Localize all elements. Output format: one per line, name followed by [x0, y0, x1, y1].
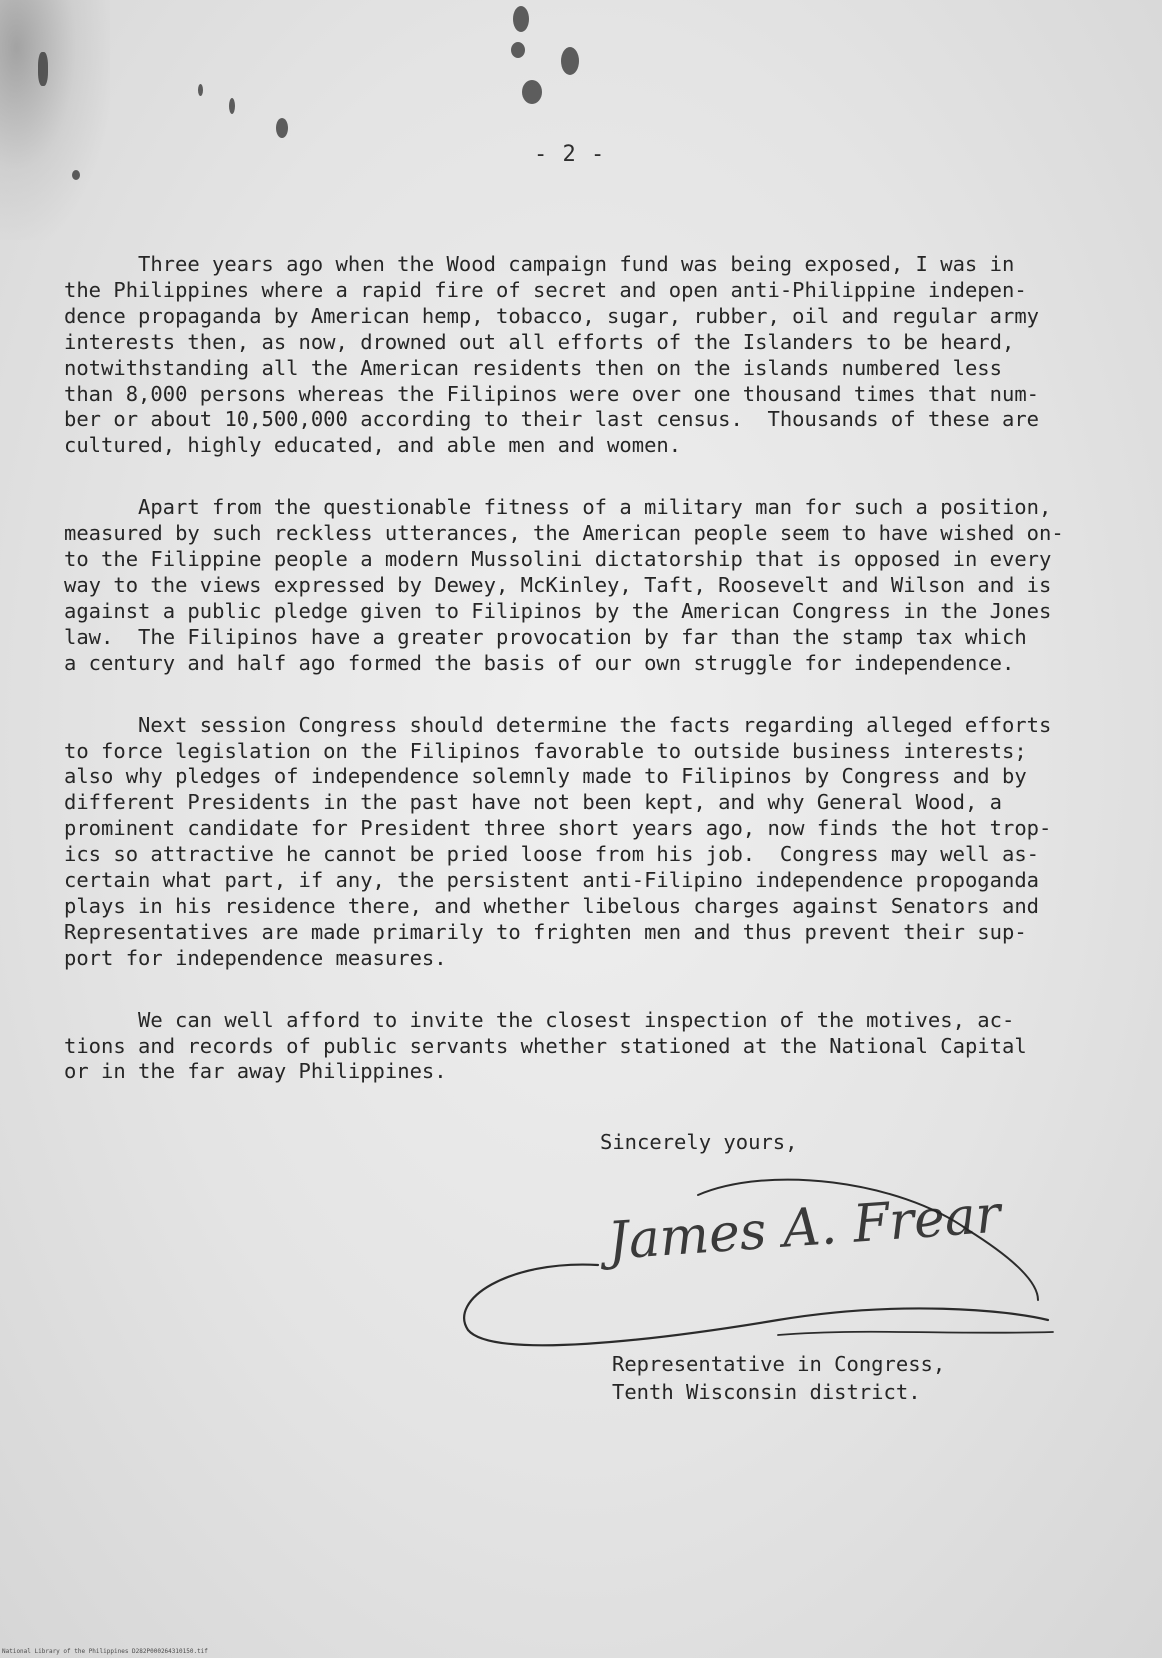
signatory-title [612, 1350, 945, 1406]
ink-smudge [38, 52, 48, 86]
ink-smudge [72, 170, 80, 180]
paragraph-2: Apart from the questionable fitness of a military man for such a position, measured by such reckless utterances, the American people seem to have wished on- to the Filippine people a modern Mussolini dictatorship that is opposed in every way to the views expressed by Dewey, McKinley, Taft, Roosevelt and Wilson and is against a public pledge given to Filipinos by the American Congress in the Jones law. The Filipinos have a greater provocation by far than the stamp tax which a century and half ago formed the basis of our own struggle for independence. [64, 495, 1064, 675]
ink-smudge [276, 118, 288, 138]
paragraph-1: Three years ago when the Wood campaign fund was being exposed, I was in the Philippines where a rapid fire of secret and open anti-Philippine indepen- dence propaganda by American hemp, tobacco, sugar, rubber, oil and regular army interests then, as now, drowned out all efforts of the Islanders to be heard, notwithstanding all the American residents then on the islands numbered less than 8,000 persons whereas the Filipinos were over one thousand times that num- ber or about 10,500,000 according to their last census. Thousands of these are cultured, highly educated, and able men and women. [64, 252, 1040, 458]
signature-text: James A. Frear [605, 1184, 1003, 1272]
ink-smudge [198, 84, 203, 96]
scan-footer: National Library of the Philippines D282P000264310150.tif [2, 1648, 208, 1655]
scan-edge-shadow [0, 0, 110, 240]
ink-smudge [561, 47, 579, 75]
ink-smudge [522, 80, 542, 104]
ink-smudge [513, 6, 529, 32]
title-line-1: Representative in Congress, [612, 1352, 946, 1376]
ink-smudge [229, 98, 235, 114]
ink-smudge [511, 42, 525, 58]
closing-line: Sincerely yours, [600, 1130, 798, 1154]
paragraph-4: We can well afford to invite the closest inspection of the motives, ac- tions and records of public servants whether stationed at the National Capital or in the far away Philippines. [64, 1007, 1027, 1084]
handwritten-signature [448, 1170, 1078, 1350]
paragraph-3: Next session Congress should determine the facts regarding alleged efforts to force legislation on the Filipinos favorable to outside business interests; also why pledges of independence solemnly made to Filipinos by Congress and by different Presidents in the past have not been kept, and why General Wood, a prominent candidate for President three short years ago, now finds the hot trop- ics so attractive he cannot be pried loose from his job. Congress may well as- certain what part, if any, the persistent anti-Filipino independence propoganda plays in his residence there, and whether libelous charges against Senators and Representatives are made primarily to frighten men and thus prevent their sup- port for independence measures. [64, 712, 1052, 970]
letter-body [64, 252, 1104, 1121]
title-line-2: Tenth Wisconsin district. [612, 1380, 921, 1404]
page-number: - 2 - [534, 142, 606, 167]
